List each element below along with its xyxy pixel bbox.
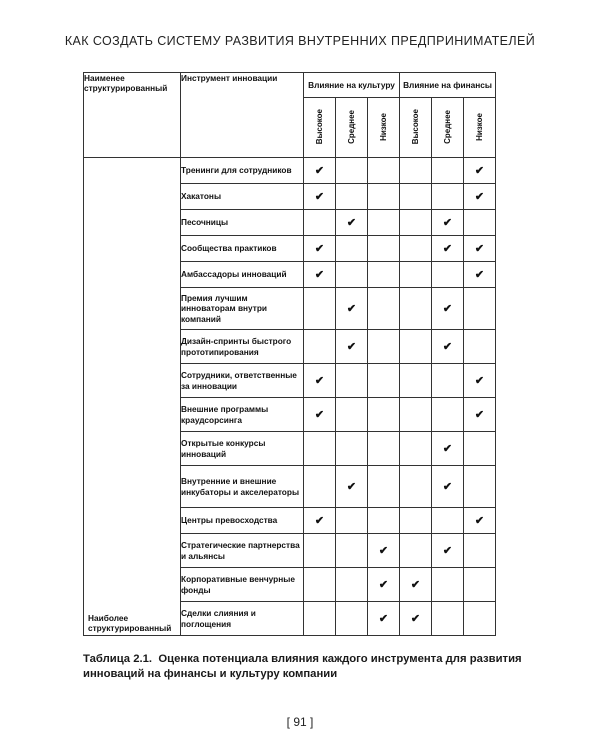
empty-mark-cell (464, 210, 496, 236)
tool-name-cell: Песочницы (181, 210, 304, 236)
check-mark-icon: ✔ (336, 466, 368, 508)
tool-name-cell: Стратегические партнерства и альянсы (181, 534, 304, 568)
check-mark-icon: ✔ (464, 262, 496, 288)
empty-mark-cell (368, 364, 400, 398)
empty-mark-cell (400, 534, 432, 568)
empty-mark-cell (336, 158, 368, 184)
empty-mark-cell (304, 330, 336, 364)
empty-mark-cell (464, 466, 496, 508)
spectrum-bottom-label (88, 613, 171, 633)
spectrum-bottom-line-2: структурированный (88, 623, 172, 633)
check-mark-icon: ✔ (304, 398, 336, 432)
empty-mark-cell (464, 602, 496, 636)
check-mark-icon: ✔ (368, 568, 400, 602)
empty-mark-cell (368, 262, 400, 288)
empty-mark-cell (400, 158, 432, 184)
empty-mark-cell (464, 288, 496, 330)
check-mark-icon: ✔ (464, 158, 496, 184)
empty-mark-cell (304, 466, 336, 508)
empty-mark-cell (400, 508, 432, 534)
empty-mark-cell (368, 288, 400, 330)
empty-mark-cell (304, 432, 336, 466)
tool-name-cell: Сделки слияния и поглощения (181, 602, 304, 636)
empty-mark-cell (368, 184, 400, 210)
empty-mark-cell (368, 158, 400, 184)
level-header-finance-medium: Среднее (432, 98, 464, 158)
check-mark-icon: ✔ (464, 398, 496, 432)
check-mark-icon: ✔ (304, 262, 336, 288)
tool-name-cell: Премия лучшим инноваторам внутри компаний (181, 288, 304, 330)
tool-name-cell: Открытые конкурсы инноваций (181, 432, 304, 466)
empty-mark-cell (432, 262, 464, 288)
tool-name-cell: Центры превосходства (181, 508, 304, 534)
empty-mark-cell (368, 236, 400, 262)
empty-mark-cell (336, 568, 368, 602)
level-header-culture-high: Высокое (304, 98, 336, 158)
tool-column-header: Инструмент инновации (181, 73, 304, 158)
check-mark-icon: ✔ (464, 236, 496, 262)
caption-label: Таблица 2.1. (83, 653, 153, 665)
empty-mark-cell (336, 364, 368, 398)
empty-mark-cell (304, 568, 336, 602)
empty-mark-cell (400, 184, 432, 210)
check-mark-icon: ✔ (432, 432, 464, 466)
check-mark-icon: ✔ (432, 236, 464, 262)
check-mark-icon: ✔ (304, 364, 336, 398)
empty-mark-cell (336, 262, 368, 288)
check-mark-icon: ✔ (464, 184, 496, 210)
empty-mark-cell (368, 330, 400, 364)
running-head: КАК СОЗДАТЬ СИСТЕМУ РАЗВИТИЯ ВНУТРЕННИХ ПРЕДПРИНИМАТЕЛЕЙ (64, 34, 536, 48)
table-row (84, 158, 496, 184)
finance-impact-header: Влияние на финансы (400, 73, 496, 98)
check-mark-icon: ✔ (432, 330, 464, 364)
empty-mark-cell (368, 432, 400, 466)
empty-mark-cell (336, 398, 368, 432)
empty-mark-cell (400, 432, 432, 466)
spectrum-header-cell (84, 73, 181, 158)
empty-mark-cell (400, 262, 432, 288)
tool-name-cell: Тренинги для сотрудников (181, 158, 304, 184)
empty-mark-cell (432, 184, 464, 210)
empty-mark-cell (400, 236, 432, 262)
empty-mark-cell (304, 602, 336, 636)
empty-mark-cell (432, 568, 464, 602)
check-mark-icon: ✔ (368, 534, 400, 568)
culture-impact-header: Влияние на культуру (304, 73, 400, 98)
empty-mark-cell (336, 508, 368, 534)
empty-mark-cell (368, 210, 400, 236)
caption-text: Оценка потенциала влияния каждого инструмента для развития инноваций на финансы и культуру компании (83, 653, 522, 680)
empty-mark-cell (400, 330, 432, 364)
level-header-culture-low: Низкое (368, 98, 400, 158)
empty-mark-cell (432, 602, 464, 636)
check-mark-icon: ✔ (432, 210, 464, 236)
empty-mark-cell (336, 184, 368, 210)
check-mark-icon: ✔ (304, 158, 336, 184)
empty-mark-cell (336, 236, 368, 262)
tool-name-cell: Хакатоны (181, 184, 304, 210)
empty-mark-cell (368, 508, 400, 534)
empty-mark-cell (400, 466, 432, 508)
empty-mark-cell (432, 508, 464, 534)
innovation-tools-table (83, 72, 496, 636)
tool-name-cell: Сообщества практиков (181, 236, 304, 262)
empty-mark-cell (400, 364, 432, 398)
empty-mark-cell (304, 534, 336, 568)
check-mark-icon: ✔ (336, 330, 368, 364)
empty-mark-cell (368, 398, 400, 432)
tool-name-cell: Внутренние и внешние инкубаторы и акселераторы (181, 466, 304, 508)
empty-mark-cell (400, 288, 432, 330)
check-mark-icon: ✔ (464, 508, 496, 534)
check-mark-icon: ✔ (304, 236, 336, 262)
table-caption (83, 652, 523, 682)
empty-mark-cell (336, 602, 368, 636)
empty-mark-cell (336, 534, 368, 568)
empty-mark-cell (432, 158, 464, 184)
tool-name-cell: Амбассадоры инноваций (181, 262, 304, 288)
check-mark-icon: ✔ (336, 210, 368, 236)
spectrum-column (84, 158, 181, 636)
tool-name-cell: Дизайн-спринты быстрого прототипирования (181, 330, 304, 364)
page-number: [ 91 ] (286, 715, 314, 729)
check-mark-icon: ✔ (304, 508, 336, 534)
check-mark-icon: ✔ (432, 534, 464, 568)
empty-mark-cell (464, 568, 496, 602)
check-mark-icon: ✔ (368, 602, 400, 636)
empty-mark-cell (400, 210, 432, 236)
check-mark-icon: ✔ (432, 466, 464, 508)
empty-mark-cell (464, 534, 496, 568)
spectrum-bottom-line-1: Наиболее (88, 613, 129, 623)
empty-mark-cell (432, 364, 464, 398)
empty-mark-cell (464, 330, 496, 364)
level-header-culture-medium: Среднее (336, 98, 368, 158)
table-body (84, 158, 496, 636)
empty-mark-cell (432, 398, 464, 432)
spectrum-top-line-1: Наименее (84, 73, 125, 83)
level-header-finance-low: Низкое (464, 98, 496, 158)
check-mark-icon: ✔ (400, 568, 432, 602)
level-header-finance-high: Высокое (400, 98, 432, 158)
empty-mark-cell (336, 432, 368, 466)
empty-mark-cell (304, 288, 336, 330)
spectrum-top-line-2: структурированный (84, 83, 168, 93)
check-mark-icon: ✔ (336, 288, 368, 330)
check-mark-icon: ✔ (432, 288, 464, 330)
empty-mark-cell (304, 210, 336, 236)
tool-name-cell: Внешние программы краудсорсинга (181, 398, 304, 432)
empty-mark-cell (400, 398, 432, 432)
empty-mark-cell (464, 432, 496, 466)
tool-name-cell: Сотрудники, ответственные за инновации (181, 364, 304, 398)
empty-mark-cell (368, 466, 400, 508)
tool-name-cell: Корпоративные венчурные фонды (181, 568, 304, 602)
check-mark-icon: ✔ (400, 602, 432, 636)
check-mark-icon: ✔ (464, 364, 496, 398)
check-mark-icon: ✔ (304, 184, 336, 210)
